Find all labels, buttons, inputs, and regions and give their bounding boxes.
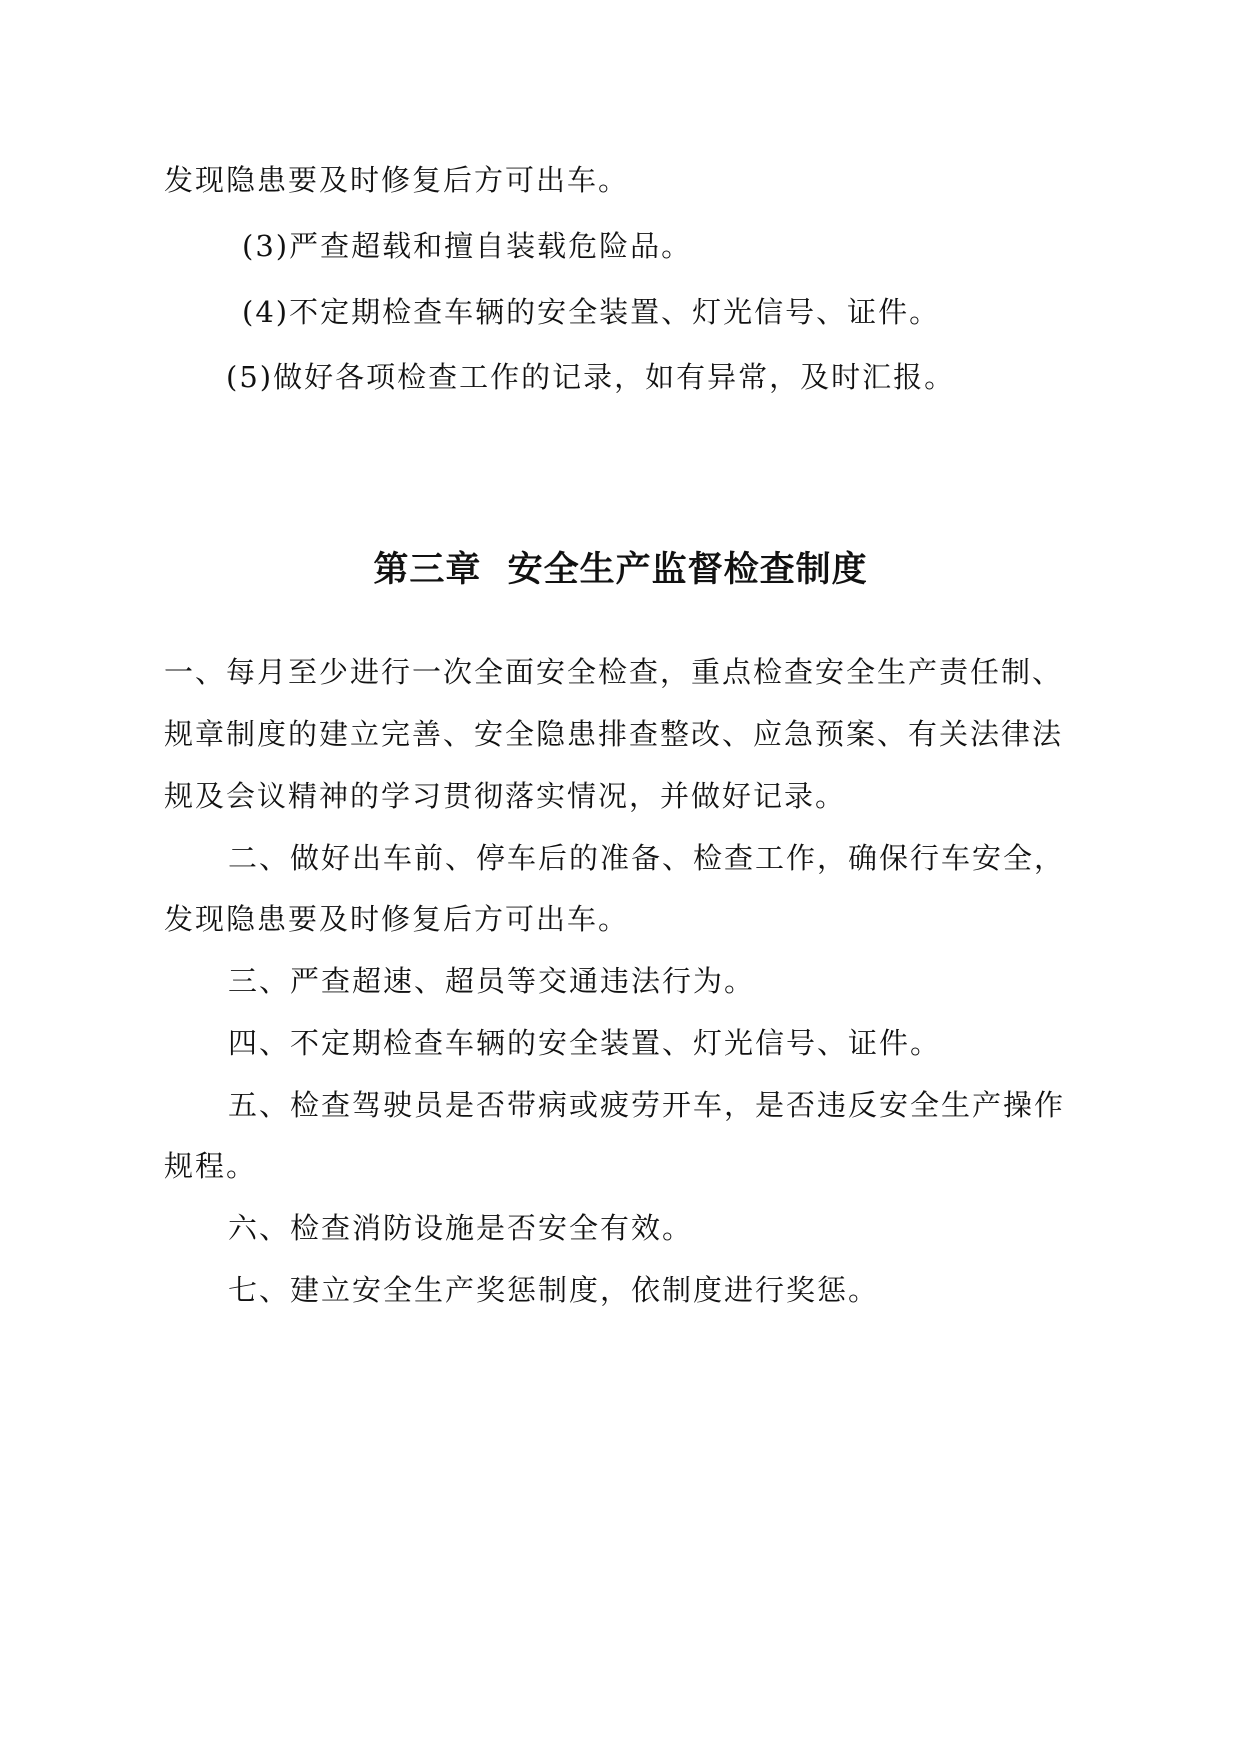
list-item-3: (3)严查超载和擅自装载危险品。 — [242, 229, 693, 263]
paragraph-line: 六、检查消防设施是否安全有效。 — [228, 1211, 694, 1245]
paragraph-line: 规程。 — [164, 1149, 258, 1183]
paragraph-line: 二、做好出车前、停车后的准备、检查工作，确保行车安全， — [228, 841, 1066, 875]
list-item-5: (5)做好各项检查工作的记录，如有异常，及时汇报。 — [226, 360, 956, 394]
paragraph-line: 发现隐患要及时修复后方可出车。 — [164, 902, 630, 936]
paragraph-line: 七、建立安全生产奖惩制度，依制度进行奖惩。 — [228, 1273, 880, 1307]
paragraph-line: 一、每月至少进行一次全面安全检查，重点检查安全生产责任制、 — [164, 655, 1064, 689]
paragraph-line: 三、严查超速、超员等交通违法行为。 — [228, 964, 756, 998]
paragraph-line: 四、不定期检查车辆的安全装置、灯光信号、证件。 — [228, 1026, 942, 1060]
chapter-title: 第三章 安全生产监督检查制度 — [373, 550, 868, 590]
paragraph-line: 规章制度的建立完善、安全隐患排查整改、应急预案、有关法律法 — [164, 717, 1064, 751]
paragraph-line: 规及会议精神的学习贯彻落实情况，并做好记录。 — [164, 779, 847, 813]
paragraph-line: 五、检查驾驶员是否带病或疲劳开车，是否违反安全生产操作 — [228, 1088, 1066, 1122]
list-item-4: (4)不定期检查车辆的安全装置、灯光信号、证件。 — [242, 295, 941, 329]
continuation-line: 发现隐患要及时修复后方可出车。 — [164, 163, 630, 197]
